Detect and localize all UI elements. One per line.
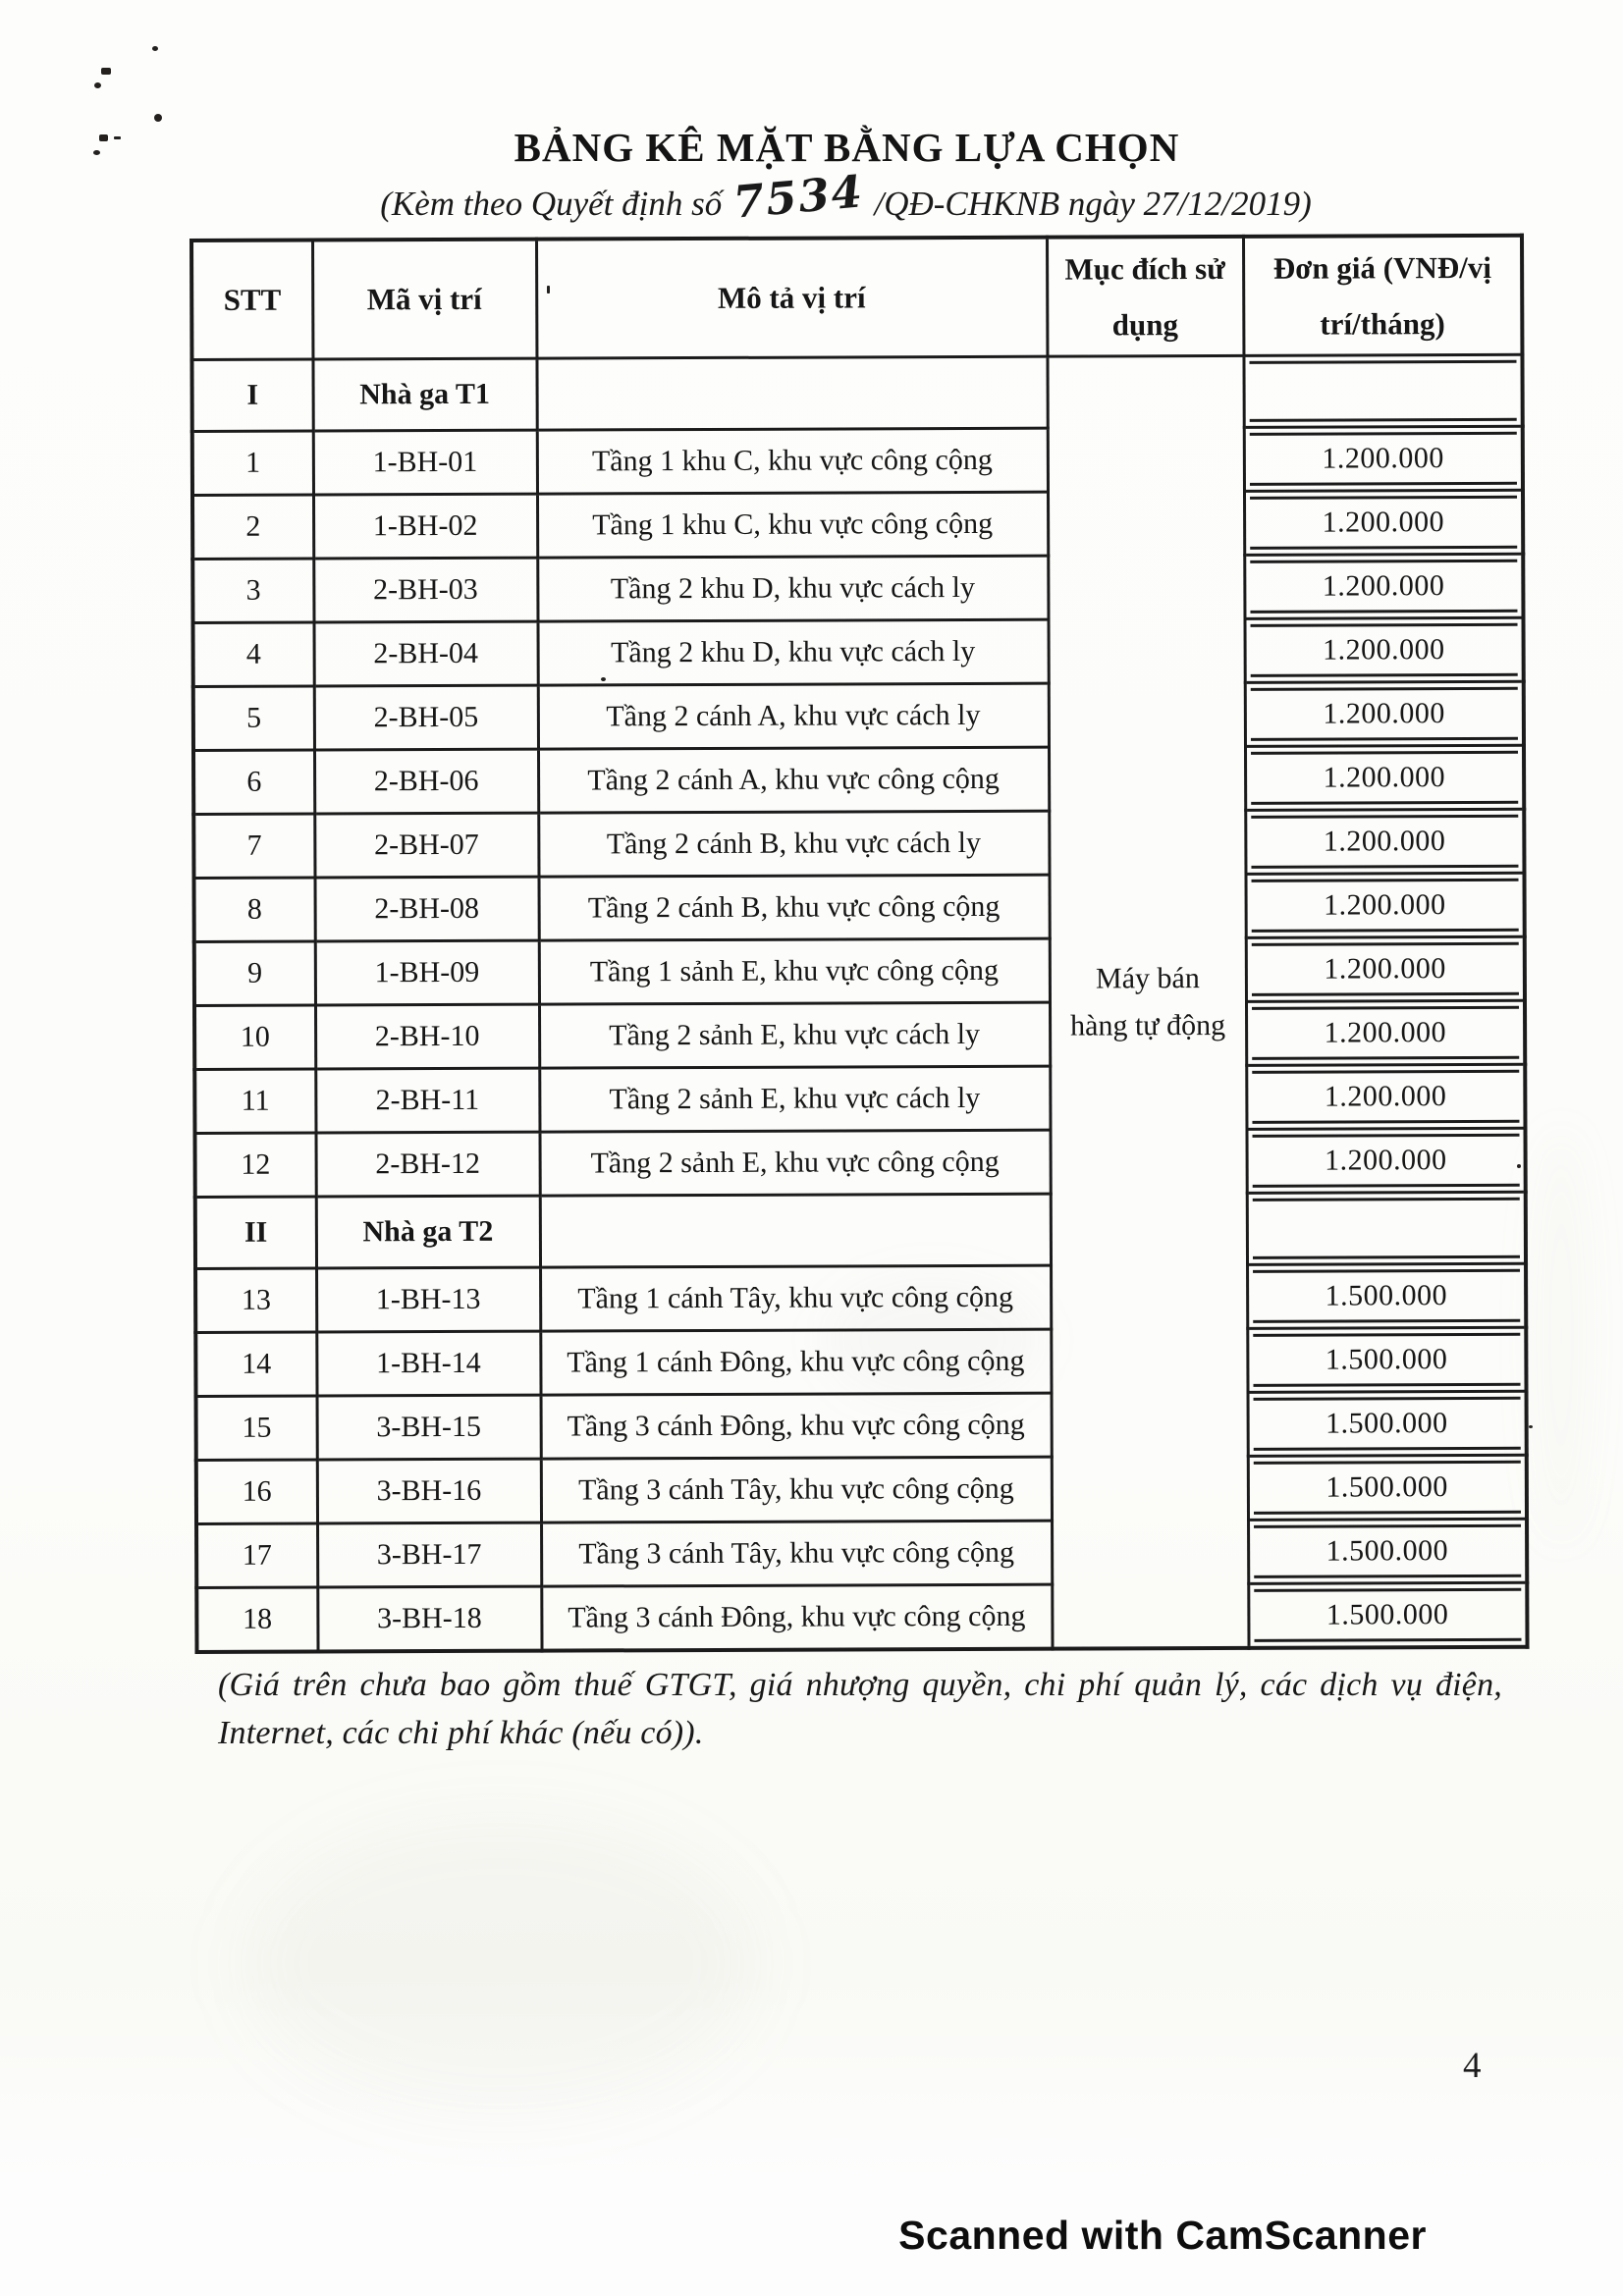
price-box: 1.200.000 [1251, 879, 1519, 933]
handwritten-decision-number: 7534 [730, 165, 867, 229]
cell-code: 2-BH-08 [315, 877, 539, 941]
cell-code: 1-BH-01 [313, 430, 537, 495]
cell-desc: Tầng 2 sảnh E, khu vực cách ly [539, 1002, 1050, 1068]
ink-mark [101, 68, 111, 75]
price-cell [1245, 681, 1524, 746]
cell-code: 3-BH-16 [317, 1459, 541, 1523]
table-row [194, 1064, 1525, 1133]
price-cell [1247, 1327, 1526, 1392]
table-header-row [191, 236, 1522, 360]
cell-code: 2-BH-11 [315, 1068, 539, 1133]
price-cell [1246, 1064, 1525, 1129]
cell-desc: Tầng 1 cánh Tây, khu vực công cộng [540, 1265, 1051, 1331]
table-row [194, 1128, 1525, 1197]
cell-desc: Tầng 2 cánh B, khu vực công cộng [538, 875, 1049, 940]
cell-desc: Tầng 1 khu C, khu vực công cộng [537, 492, 1048, 558]
cell-code: Nhà ga T2 [316, 1196, 540, 1268]
cell-stt: 4 [193, 622, 314, 686]
ink-mark [1529, 1425, 1533, 1428]
price-cell [1244, 617, 1523, 682]
cell-desc: Tầng 3 cánh Tây, khu vực công cộng [541, 1457, 1052, 1522]
table-row [192, 554, 1523, 622]
price-cell [1246, 936, 1525, 1001]
table-row [193, 617, 1524, 686]
price-box: 1.200.000 [1252, 1006, 1520, 1060]
price-cell [1248, 1455, 1527, 1520]
price-cell [1244, 426, 1523, 491]
price-cell [1248, 1391, 1527, 1456]
ink-mark [154, 114, 162, 122]
cell-desc: Tầng 3 cánh Đông, khu vực công cộng [541, 1393, 1052, 1459]
cell-stt: 6 [193, 750, 314, 814]
cell-desc: Tầng 1 sảnh E, khu vực công cộng [539, 938, 1050, 1004]
table-row [195, 1263, 1526, 1332]
header-code: Mã vị trí [312, 240, 536, 359]
price-box: 1.200.000 [1250, 560, 1518, 614]
cell-stt: 15 [196, 1396, 317, 1460]
doc-subtitle [0, 165, 1623, 229]
table-row [194, 1000, 1525, 1069]
price-box [1252, 1198, 1520, 1259]
table-row [193, 745, 1524, 814]
purpose-cell [1047, 355, 1248, 1648]
cell-stt: 17 [196, 1523, 317, 1587]
scan-smudge [245, 1816, 756, 2110]
table-row [194, 936, 1525, 1005]
cell-stt: I [191, 359, 312, 431]
header-price: Đơn giá (VNĐ/vị trí/tháng) [1243, 236, 1522, 356]
cell-code: 3-BH-15 [317, 1395, 541, 1460]
price-box: 1.200.000 [1251, 751, 1519, 805]
cell-stt: II [195, 1197, 316, 1268]
subtitle-prefix: (Kèm theo Quyết định số [380, 185, 723, 223]
price-cell [1248, 1582, 1527, 1648]
cell-stt: 10 [194, 1005, 315, 1069]
cell-desc: Tầng 2 cánh B, khu vực cách ly [538, 811, 1049, 877]
scan-smudge [1532, 1129, 1591, 1541]
cell-code: 2-BH-06 [314, 749, 538, 814]
table-row [195, 1192, 1526, 1268]
price-box: 1.200.000 [1249, 432, 1517, 486]
price-cell [1248, 1519, 1527, 1583]
header-desc: Mô tả vị trí [536, 238, 1047, 358]
table-row [196, 1455, 1527, 1523]
cell-desc [536, 356, 1047, 430]
cell-code: 2-BH-10 [315, 1004, 539, 1069]
price-box: 1.200.000 [1251, 815, 1519, 869]
cell-stt: 9 [194, 941, 315, 1005]
price-cell [1247, 1263, 1526, 1328]
cell-code: 1-BH-09 [315, 940, 539, 1005]
footnote: (Giá trên chưa bao gồm thuế GTGT, giá nhượng quyền, chi phí quản lý, các dịch vụ điện, Internet, các chi phí khác (nếu có)). [218, 1667, 1502, 1752]
camscanner-label: Scanned with CamScanner [898, 2213, 1427, 2258]
cell-stt: 16 [196, 1460, 317, 1523]
cell-desc: Tầng 3 cánh Đông, khu vực công cộng [541, 1584, 1052, 1650]
table-row [195, 1327, 1526, 1396]
header-purpose: Mục đích sử dụng [1047, 237, 1243, 356]
table-row [196, 1582, 1527, 1652]
doc-title: BẢNG KÊ MẶT BẰNG LỰA CHỌN [514, 125, 1180, 170]
price-box: 1.200.000 [1250, 496, 1518, 550]
purpose-label: Máy bán hàng tự động [1070, 961, 1226, 1042]
price-box: 1.200.000 [1251, 942, 1519, 996]
price-cell [1246, 1000, 1525, 1065]
price-box: 1.500.000 [1253, 1461, 1521, 1515]
subtitle-suffix: /QĐ-CHKNB ngày 27/12/2019) [874, 185, 1312, 223]
price-box: 1.500.000 [1254, 1588, 1522, 1642]
cell-code: 1-BH-13 [316, 1267, 540, 1332]
price-box: 1.200.000 [1250, 623, 1518, 677]
cell-code: 2-BH-04 [314, 621, 538, 686]
cell-code: 1-BH-14 [316, 1331, 540, 1396]
price-cell [1247, 1192, 1526, 1264]
table-body [191, 354, 1527, 1652]
ink-mark [152, 46, 158, 51]
cell-code: Nhà ga T1 [312, 358, 536, 431]
table-row [192, 426, 1523, 495]
cell-desc: Tầng 2 cánh A, khu vực công cộng [538, 747, 1049, 813]
table-row [196, 1519, 1527, 1587]
price-box [1249, 360, 1517, 422]
cell-stt: 11 [194, 1069, 315, 1133]
cell-code: 2-BH-07 [314, 813, 538, 878]
price-box: 1.500.000 [1253, 1333, 1521, 1387]
cell-desc: Tầng 2 khu D, khu vực cách ly [538, 619, 1049, 685]
cell-code: 2-BH-12 [315, 1132, 539, 1197]
price-box: 1.200.000 [1252, 1070, 1520, 1124]
cell-desc: Tầng 3 cánh Tây, khu vực công cộng [541, 1521, 1052, 1586]
table-row [192, 490, 1523, 559]
cell-stt: 5 [193, 686, 314, 750]
page-number: 4 [1463, 2046, 1482, 2086]
table-row [193, 809, 1524, 878]
cell-stt: 12 [194, 1133, 315, 1197]
price-box: 1.500.000 [1253, 1269, 1521, 1323]
price-cell [1244, 554, 1523, 618]
price-box: 1.200.000 [1250, 687, 1518, 741]
price-cell [1245, 745, 1524, 810]
price-box: 1.200.000 [1252, 1134, 1520, 1188]
table-row [191, 354, 1522, 431]
price-cell [1244, 490, 1523, 555]
ink-mark [94, 82, 101, 88]
cell-code: 3-BH-17 [317, 1522, 541, 1587]
table-row [196, 1391, 1527, 1460]
cell-stt: 13 [195, 1268, 316, 1332]
price-cell [1245, 873, 1524, 937]
selection-table [189, 234, 1530, 1654]
price-cell [1243, 354, 1522, 427]
cell-stt: 14 [195, 1332, 316, 1396]
price-box: 1.500.000 [1254, 1524, 1522, 1578]
table-row [193, 681, 1524, 750]
cell-desc: Tầng 2 sảnh E, khu vực cách ly [539, 1066, 1050, 1132]
cell-stt: 3 [192, 559, 313, 622]
cell-desc: Tầng 1 khu C, khu vực công cộng [537, 428, 1048, 494]
cell-code: 2-BH-03 [313, 558, 537, 622]
header-stt: STT [191, 240, 312, 360]
cell-desc: Tầng 1 cánh Đông, khu vực công cộng [540, 1329, 1051, 1395]
cell-stt: 18 [196, 1587, 317, 1652]
cell-code: 2-BH-05 [314, 685, 538, 750]
price-box: 1.500.000 [1253, 1397, 1521, 1451]
cell-code: 3-BH-18 [317, 1586, 541, 1651]
cell-desc: Tầng 2 khu D, khu vực cách ly [537, 556, 1048, 621]
cell-stt: 8 [194, 878, 315, 941]
cell-stt: 1 [192, 431, 313, 495]
cell-desc [540, 1194, 1051, 1267]
price-cell [1245, 809, 1524, 874]
cell-desc: Tầng 2 sảnh E, khu vực công cộng [539, 1130, 1050, 1196]
table-row [194, 873, 1525, 941]
cell-desc: Tầng 2 cánh A, khu vực cách ly [538, 683, 1049, 749]
cell-stt: 7 [193, 814, 314, 878]
price-cell [1246, 1128, 1525, 1193]
cell-code: 1-BH-02 [313, 494, 537, 559]
cell-stt: 2 [192, 495, 313, 559]
